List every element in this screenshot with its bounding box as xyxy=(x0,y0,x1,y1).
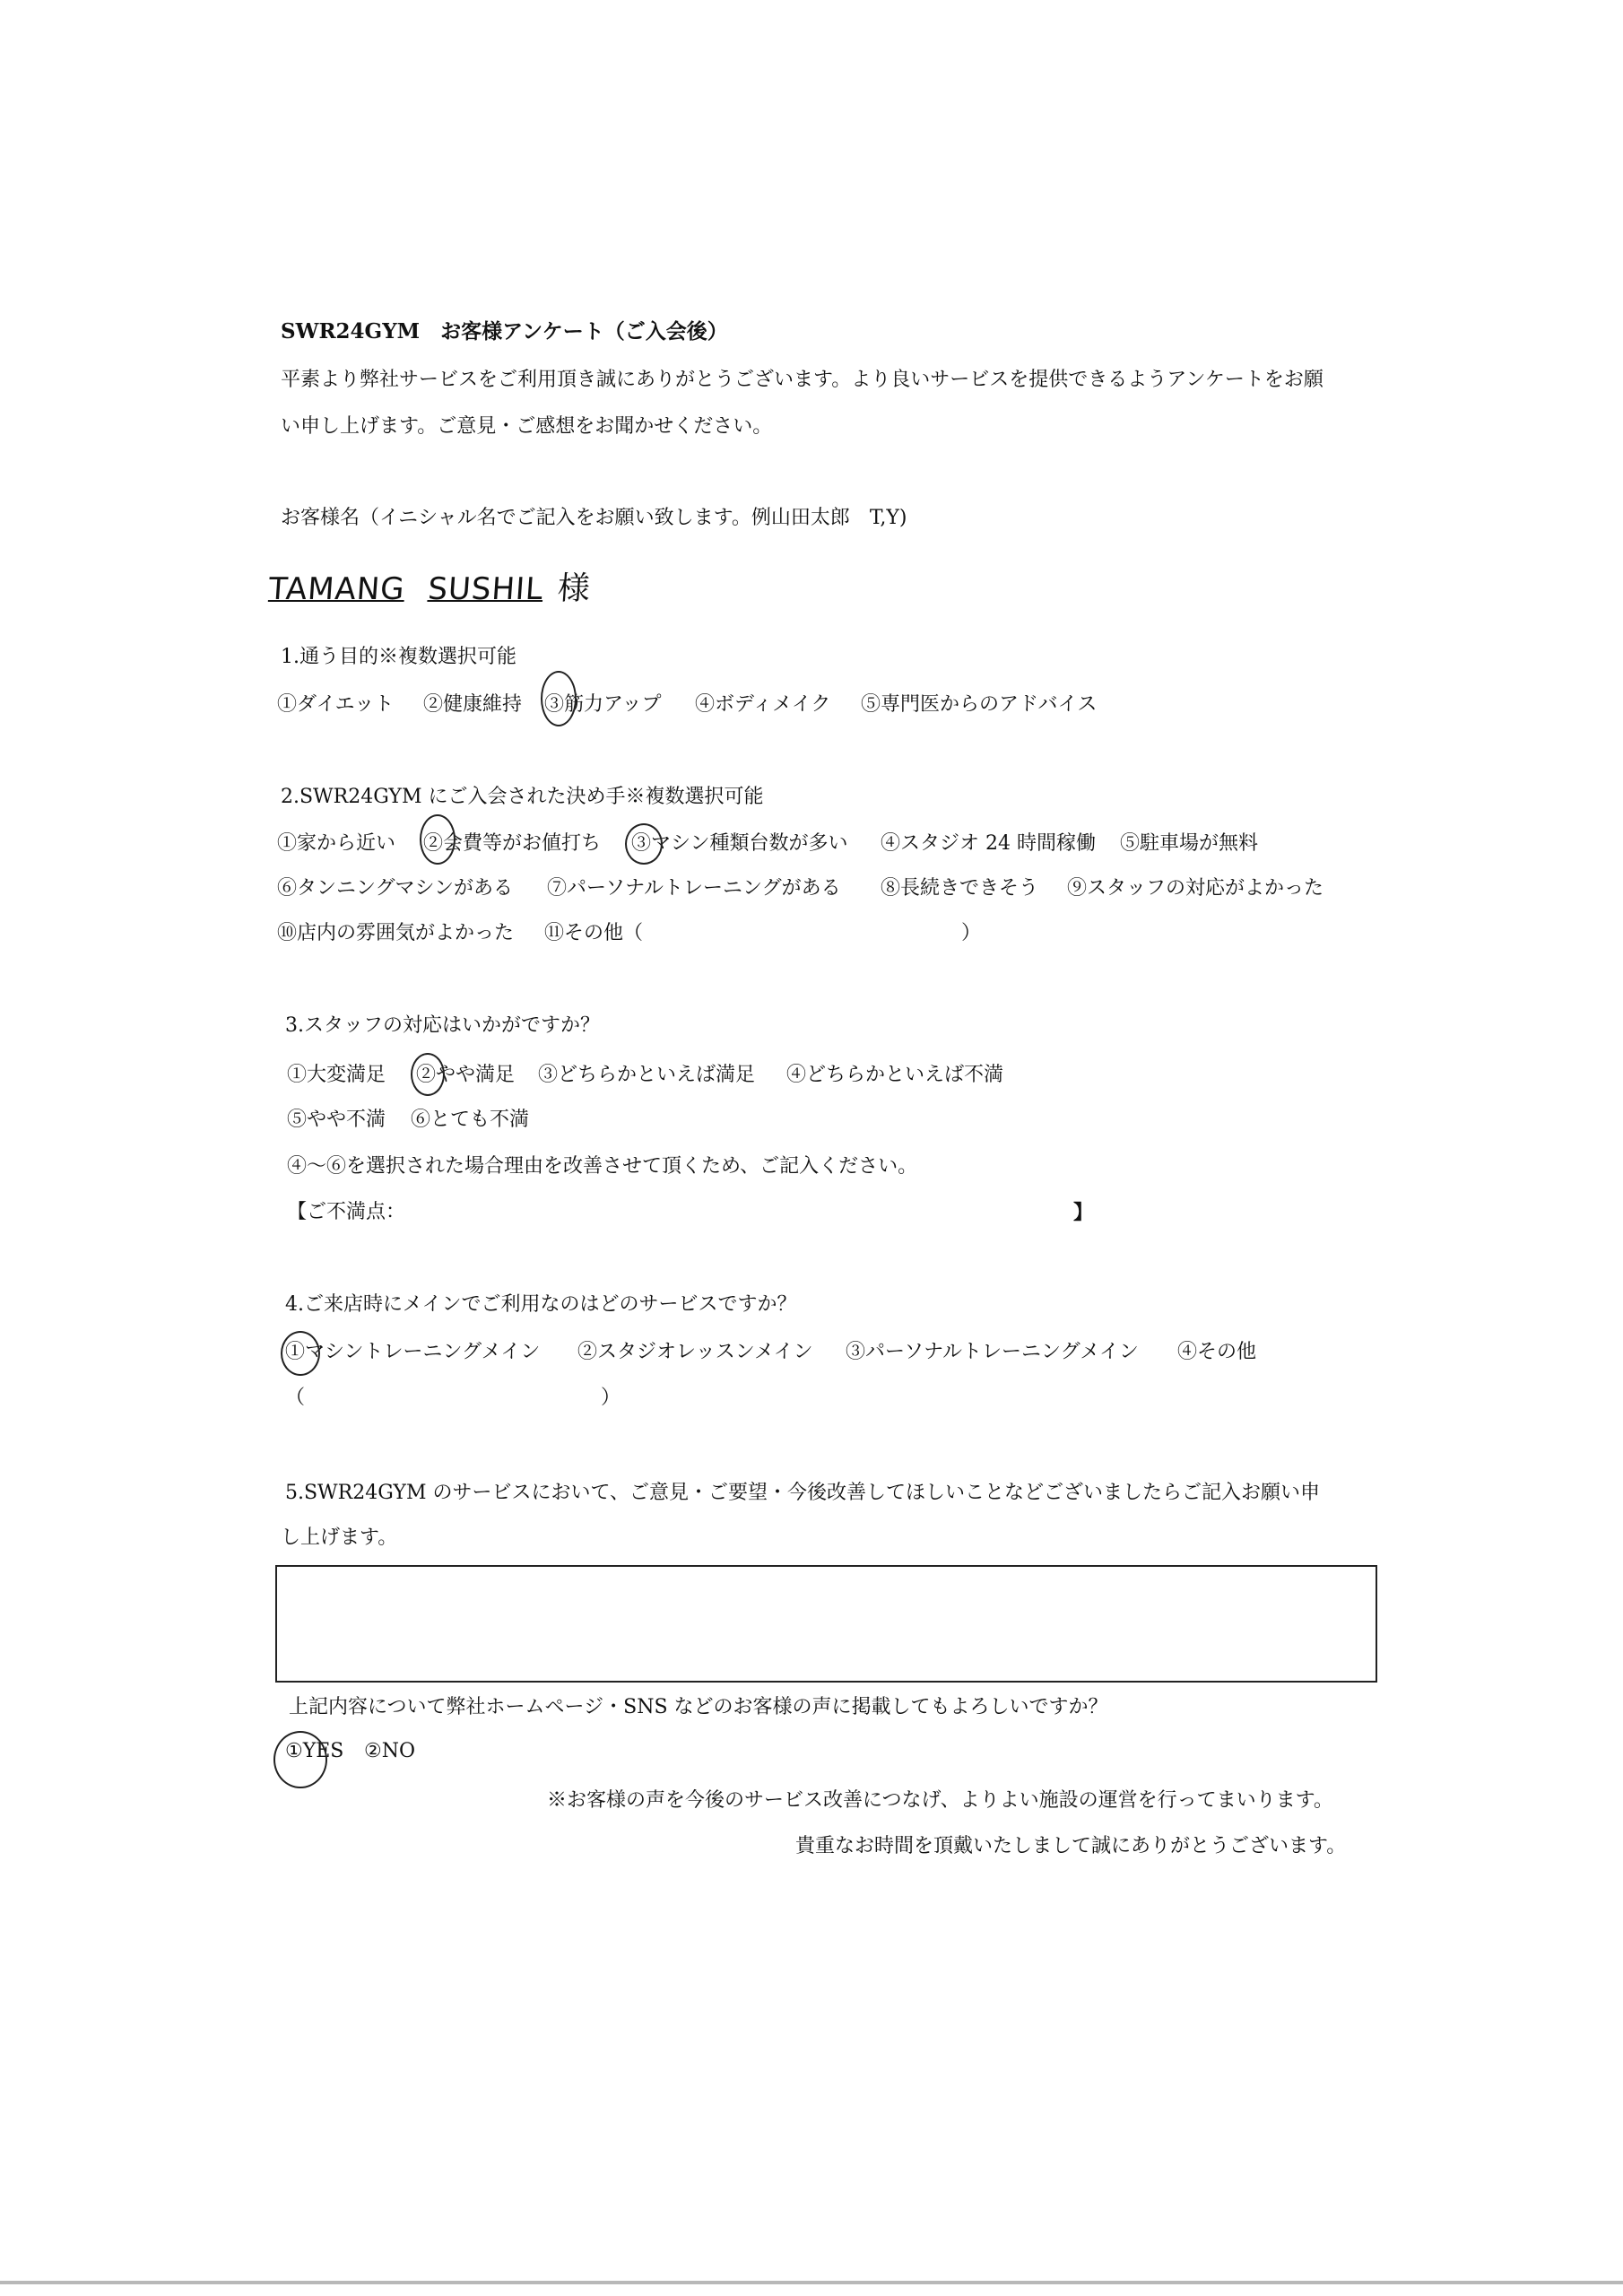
consent-question: 上記内容について弊社ホームページ・SNS などのお客様の声に掲載してもよろしいですか？ xyxy=(289,1696,1108,1718)
consent-option-no[interactable]: ②NO xyxy=(364,1740,416,1762)
q5-answer-text xyxy=(277,1567,1376,1585)
q5-title-line-2: し上げます。 xyxy=(281,1526,398,1549)
q2-option-7[interactable]: ⑦パーソナルトレーニングがある xyxy=(547,877,841,900)
q3-note: ④～⑥を選択された場合理由を改善させて頂くため、ご記入ください。 xyxy=(287,1155,918,1178)
q3-title: 3.スタッフの対応はいかがですか？ xyxy=(285,1014,600,1037)
q2-option-10[interactable]: ⑩店内の雰囲気がよかった xyxy=(277,922,515,944)
q1-option-3[interactable]: ③筋力アップ xyxy=(544,693,662,716)
q2-option-6[interactable]: ⑥タンニングマシンがある xyxy=(277,877,514,900)
q3-option-5[interactable]: ⑤やや不満 xyxy=(287,1109,386,1131)
scan-edge-line xyxy=(0,2281,1623,2284)
q2-option-1[interactable]: ①家から近い xyxy=(277,832,396,855)
q4-option-1[interactable]: ①マシントレーニングメイン xyxy=(285,1341,541,1363)
q2-option-4[interactable]: ④スタジオ 24 時間稼働 xyxy=(881,832,1096,855)
name-part-1: TAMANG xyxy=(267,571,406,607)
q4-other-close: ） xyxy=(601,1387,621,1409)
q3-complaint-label: 【ご不満点： xyxy=(287,1201,406,1223)
q3-option-6[interactable]: ⑥とても不満 xyxy=(411,1109,530,1131)
q2-other-close: ） xyxy=(961,922,982,944)
q1-option-1[interactable]: ①ダイエット xyxy=(277,693,395,716)
honorific: 様 xyxy=(556,570,593,607)
q2-option-3[interactable]: ③マシン種類台数が多い xyxy=(631,832,848,855)
footer-line-2: 貴重なお時間を頂戴いたしまして誠にありがとうございます。 xyxy=(795,1835,1347,1857)
q4-title: 4.ご来店時にメインでご利用なのはどのサービスですか？ xyxy=(285,1293,797,1316)
q2-option-11[interactable]: ⑪その他（ xyxy=(544,922,644,944)
q3-option-3[interactable]: ③どちらかといえば満足 xyxy=(538,1064,756,1086)
customer-name-label: お客様名（イニシャル名でご記入をお願い致します。例山田太郎 T,Y) xyxy=(281,507,907,529)
q4-option-3[interactable]: ③パーソナルトレーニングメイン xyxy=(846,1341,1139,1363)
q2-option-5[interactable]: ⑤駐車場が無料 xyxy=(1120,832,1259,855)
intro-line-1: 平素より弊社サービスをご利用頂き誠にありがとうございます。より良いサービスを提供できるようアンケートをお願 xyxy=(281,369,1324,391)
q1-option-4[interactable]: ④ボディメイク xyxy=(695,693,831,716)
footer-line-1: ※お客様の声を今後のサービス改善につなげ、よりよい施設の運営を行ってまいります。 xyxy=(547,1789,1333,1812)
q2-option-9[interactable]: ⑨スタッフの対応がよかった xyxy=(1067,877,1324,900)
q1-option-2[interactable]: ②健康維持 xyxy=(423,693,523,716)
q3-option-4[interactable]: ④どちらかといえば不満 xyxy=(786,1064,1004,1086)
q4-option-2[interactable]: ②スタジオレッスンメイン xyxy=(577,1341,813,1363)
q5-title-line-1: 5.SWR24GYM のサービスにおいて、ご意見・ご要望・今後改善してほしいことなどございましたらご記入お願い申 xyxy=(285,1482,1321,1504)
handwritten-customer-name xyxy=(267,563,593,609)
consent-option-yes[interactable]: ①YES xyxy=(285,1740,344,1762)
q3-complaint-close: 】 xyxy=(1073,1201,1094,1224)
q2-option-8[interactable]: ⑧長続きできそう xyxy=(881,877,1039,900)
q3-option-2[interactable]: ②やや満足 xyxy=(416,1064,516,1086)
q4-option-4[interactable]: ④その他 xyxy=(1177,1341,1257,1363)
survey-title: SWR24GYM お客様アンケート（ご入会後） xyxy=(281,319,728,344)
q2-option-2[interactable]: ②会費等がお値打ち xyxy=(423,832,602,855)
name-part-2: SUSHIL xyxy=(426,571,545,607)
q5-answer-box[interactable] xyxy=(275,1565,1377,1683)
intro-line-2: い申し上げます。ご意見・ご感想をお聞かせください。 xyxy=(281,415,773,438)
q1-title: 1.通う目的※複数選択可能 xyxy=(281,646,516,668)
q2-title: 2.SWR24GYM にご入会された決め手※複数選択可能 xyxy=(281,786,764,808)
q1-option-5[interactable]: ⑤専門医からのアドバイス xyxy=(861,693,1098,716)
q4-other-open: （ xyxy=(285,1387,306,1409)
q3-option-1[interactable]: ①大変満足 xyxy=(287,1064,386,1086)
